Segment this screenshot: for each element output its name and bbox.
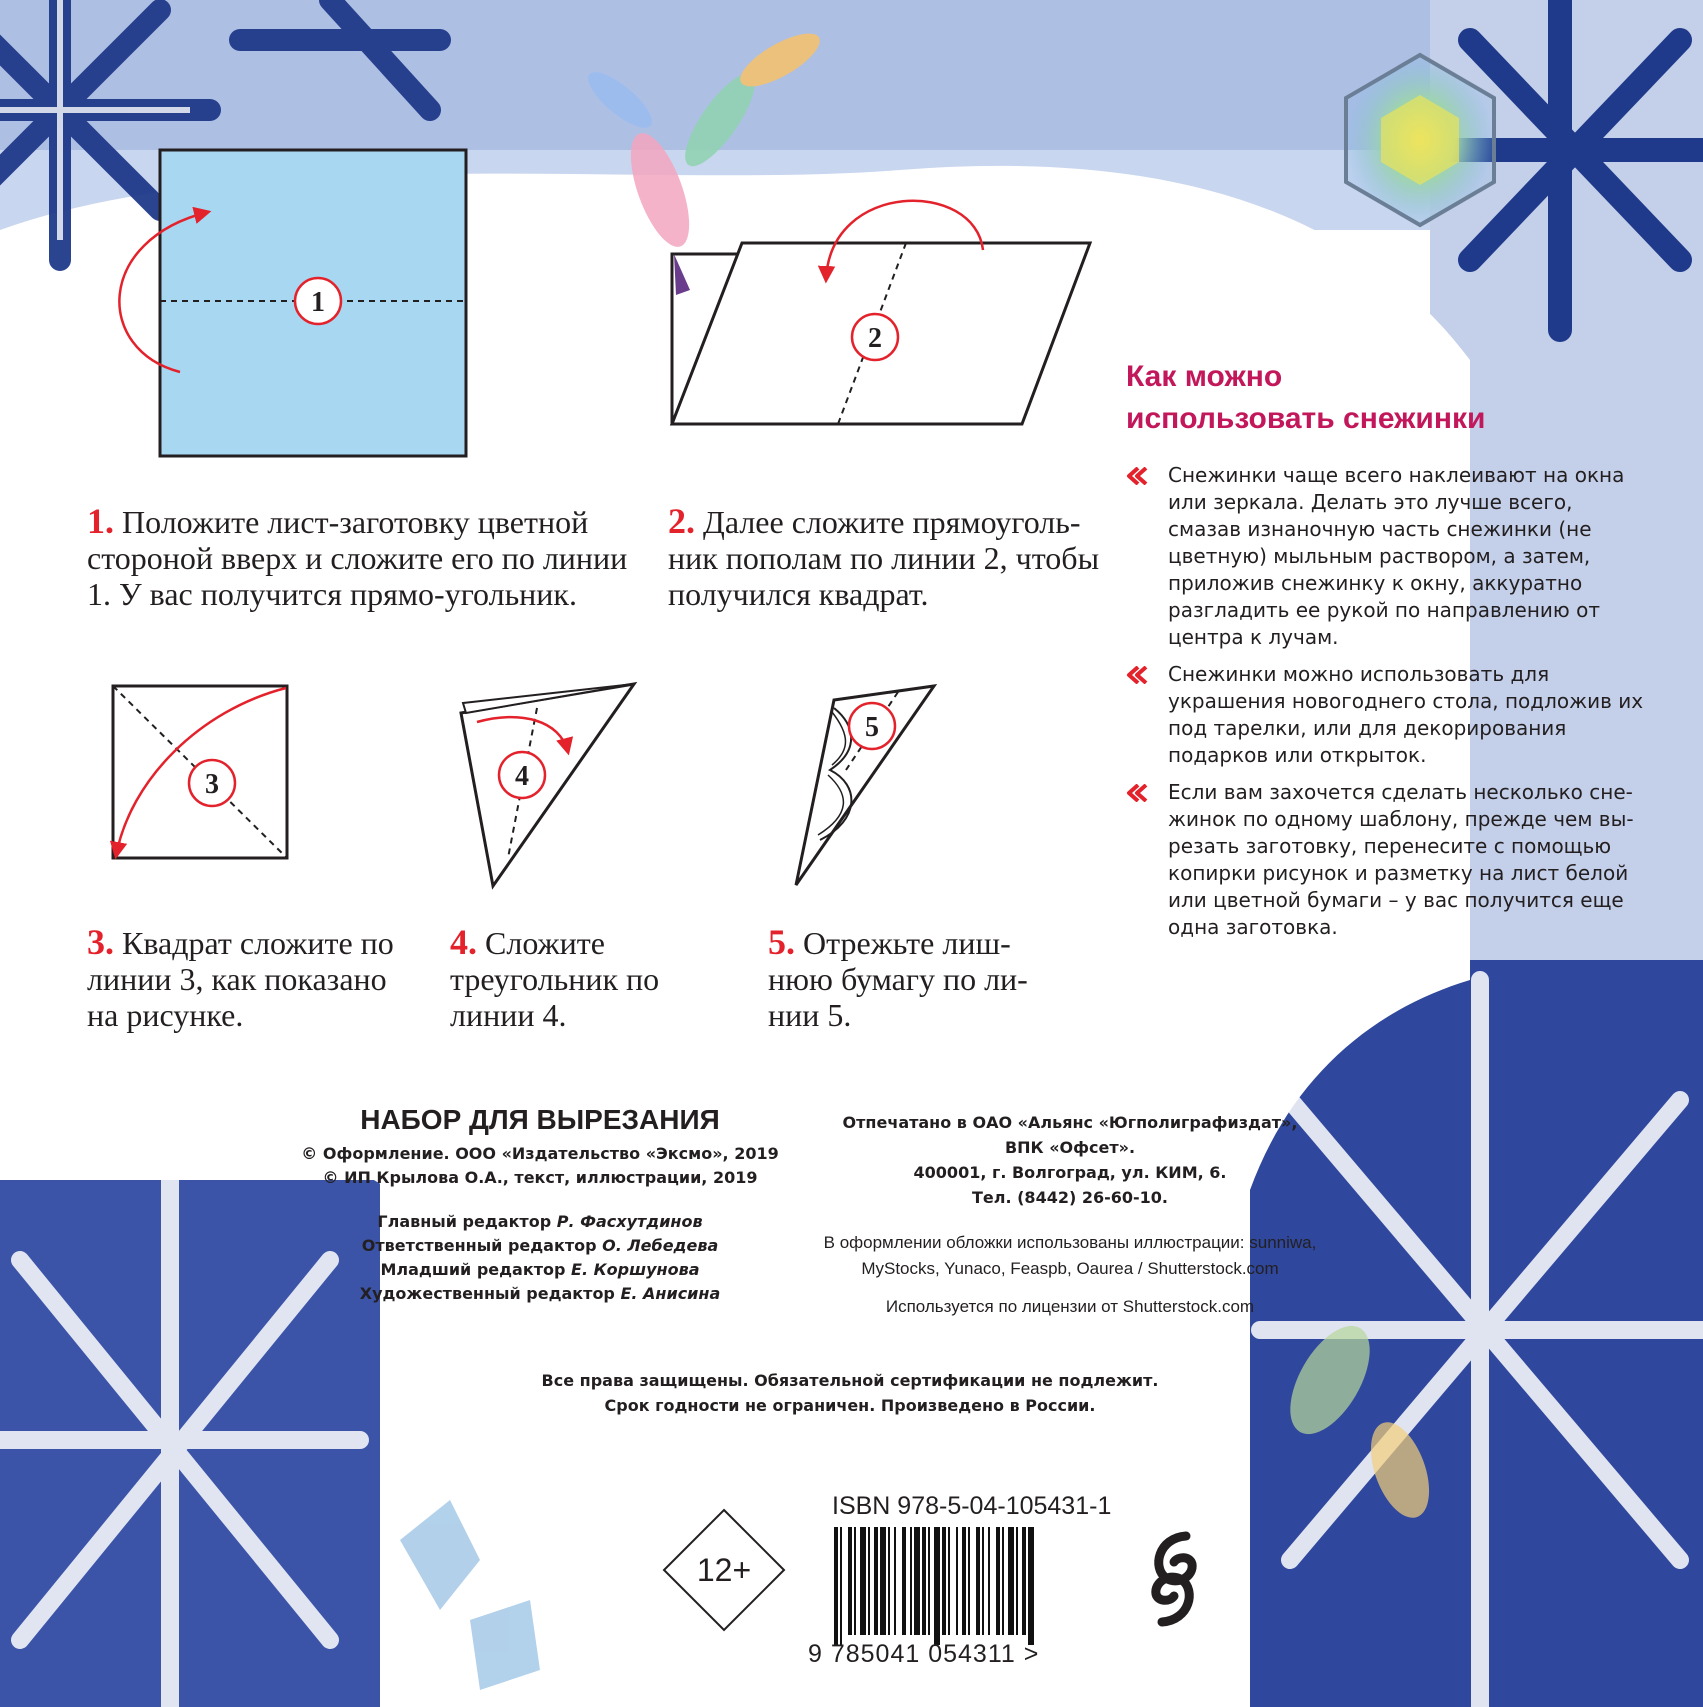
editor-line [280,1234,800,1258]
barcode-digits: 9 785041 054311 > [808,1640,1040,1668]
copyright-line-2: © ИП Крылова О.А., текст, иллюстрации, 2019 [322,1168,758,1187]
step-1-number: 1. [87,501,114,541]
isbn-text: ISBN 978-5-04-105431-1 [832,1492,1112,1520]
step-4-body: Сложите треугольник по линии 4. [450,925,660,1033]
barcode-bar [874,1527,878,1635]
step-4-number: 4. [450,922,477,962]
barcode-bar [854,1527,856,1635]
uses-section [1126,356,1646,951]
uses-title-line-1: Как можно [1126,360,1283,393]
credits-line: MyStocks, Yunaco, Feaspb, Oaurea / Shutterstock.com [861,1259,1279,1278]
imprint-left [280,1104,800,1306]
step-4-text [450,924,670,1033]
printer-line: Отпечатано в ОАО «Альянс «Югполиграфиздат», [842,1113,1298,1132]
legal-line-1: Все права защищены. Обязательной сертификации не подлежит. [541,1371,1159,1390]
editor-name: Е. Коршунова [571,1260,700,1279]
credits-line: В оформлении обложки использованы иллюстрации: sunniwa, [823,1233,1317,1252]
editor-line [280,1282,800,1306]
fold-diagram-4 [461,684,634,886]
barcode-bar [968,1527,970,1635]
isbn-block [832,1492,1132,1521]
step-1-body: Положите лист-заготовку цветной стороной вверх и сложите его по линии 1. У вас получится прямо-угольник. [87,504,628,612]
editor-name: О. Лебедева [602,1236,719,1255]
license-line: Используется по лицензии от Shutterstock.com [885,1297,1255,1316]
step-5-body: Отрежьте лиш-нюю бумагу по ли-нии 5. [768,925,1028,1033]
barcode-bars [830,1527,1120,1647]
barcode-bar [902,1527,906,1635]
barcode-bar [956,1527,958,1635]
age-rating-text: 12+ [696,1552,752,1588]
chevron-bullet-icon [1126,784,1148,802]
fold-label-4: 4 [515,761,529,792]
barcode-bar [834,1527,838,1645]
barcode-bar [996,1527,1000,1635]
fold-diagram-3 [113,686,287,858]
fold-label-5: 5 [865,712,879,743]
step-3-text [87,924,407,1033]
uses-item [1126,779,1646,941]
uses-item-text: Снежинки чаще всего наклеивают на окна или зеркала. Делать это лучше всего, смазав изнаночную часть снежинки (не цветную) мыльным раствором, а затем, приложив снежинку к окну, аккуратно разгладить ее рукой по направлению от центра к лучам. [1168,463,1625,649]
fold-diagram-1 [119,150,466,456]
barcode-bar [868,1527,870,1635]
barcode-bar [928,1527,930,1635]
chevron-bullet-icon [1126,467,1148,485]
fold-label-3: 3 [205,769,219,800]
uses-item [1126,462,1646,651]
barcode-bar [888,1527,890,1635]
uses-item [1126,661,1646,769]
barcode-bar [880,1527,886,1635]
barcode-bar [914,1527,920,1635]
imprint-right [820,1110,1320,1321]
legal-line-2: Срок годности не ограничен. Произведено в России. [604,1396,1096,1415]
printer-line: ВПК «Офсет». [1004,1138,1136,1157]
barcode-bar [962,1527,966,1635]
fold-label-1: 1 [311,287,325,318]
editor-line [280,1210,800,1234]
barcode-bar [860,1527,866,1635]
step-1-text [87,503,647,612]
step-3-body: Квадрат сложите по линии 3, как показано на рисунке. [87,925,394,1033]
barcode-bar [848,1527,852,1635]
barcode-bar [1008,1527,1014,1635]
step-2-number: 2. [668,501,695,541]
fold-diagram-2 [672,201,1090,424]
barcode-bar [988,1527,990,1635]
barcode-bar [910,1527,912,1635]
barcode-bar [1016,1527,1018,1635]
barcode-bar [976,1527,980,1635]
uses-title-line-2: использовать снежинки [1126,402,1486,435]
barcode-bar [922,1527,926,1635]
chevron-bullet-icon [1126,666,1148,684]
editor-role: Младший редактор [380,1260,566,1279]
copyright-line-1: © Оформление. ООО «Издательство «Эксмо», 2019 [301,1144,779,1163]
barcode-bar [982,1527,984,1635]
uses-item-text: Если вам захочется сделать несколько сне-жинок по одному шаблону, прежде чем вы-резать заготовку, перенесите с помощью копирки рисунок и разметку на лист белой или цветной бумаги – у вас получится еще одна заготовка. [1168,780,1634,939]
legal-notice [440,1368,1260,1418]
step-2-text [668,503,1108,612]
step-2-body: Далее сложите прямоуголь-ник пополам по линии 2, чтобы получился квадрат. [668,504,1100,612]
barcode-bar [934,1527,940,1645]
editor-role: Ответственный редактор [361,1236,597,1255]
barcode-bar [894,1527,896,1635]
barcode-bar [840,1527,842,1645]
uses-item-text: Снежинки можно использовать для украшения новогоднего стола, подложив их под тарелки, или для декорирования подарков или открыток. [1168,662,1644,767]
editor-line [280,1258,800,1282]
uses-list [1126,462,1646,941]
barcode-bar [942,1527,946,1635]
eksmo-logo-icon [1148,1528,1200,1630]
step-5-number: 5. [768,922,795,962]
editor-name: Р. Фасхутдинов [556,1212,703,1231]
printer-line: Тел. (8442) 26-60-10. [971,1188,1168,1207]
age-rating-badge [662,1508,786,1632]
product-title: НАБОР ДЛЯ ВЫРЕЗАНИЯ [360,1104,720,1135]
step-3-number: 3. [87,922,114,962]
fold-label-2: 2 [868,323,882,354]
barcode-bar [1002,1527,1004,1635]
barcode-bar [1022,1527,1026,1635]
printer-line: 400001, г. Волгоград, ул. КИМ, 6. [913,1163,1227,1182]
editor-role: Главный редактор [377,1212,552,1231]
step-5-text [768,924,1048,1033]
barcode-bar [948,1527,950,1635]
barcode-bar [1028,1527,1034,1645]
uses-title [1126,356,1646,440]
editor-name: Е. Анисина [620,1284,721,1303]
editor-role: Художественный редактор [359,1284,615,1303]
